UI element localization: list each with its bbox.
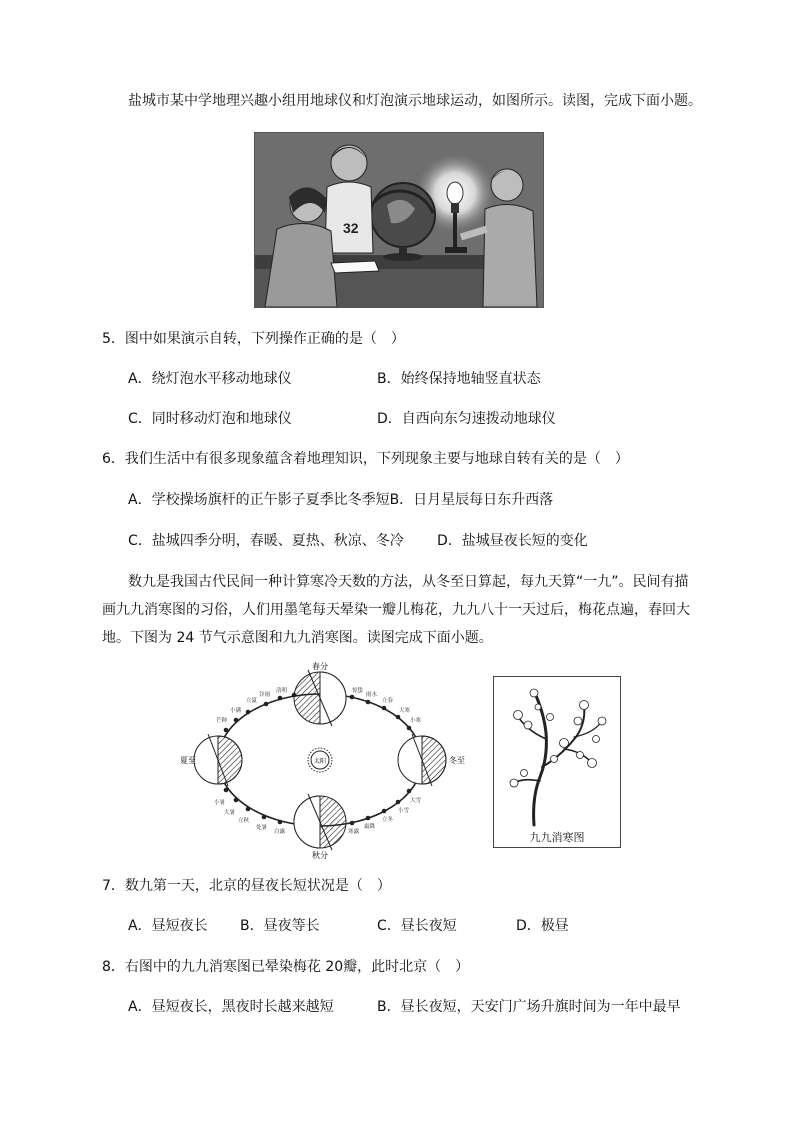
term-autumn: 秋分 xyxy=(312,851,328,860)
intro-text-2-line3: 地。下图为 24 节气示意图和九九消寒图。读图完成下面小题。 xyxy=(102,630,493,646)
term-xiaoshu: 小暑 xyxy=(214,800,226,806)
term-lidong: 立冬 xyxy=(382,817,394,823)
earth-summer xyxy=(194,734,242,786)
q5-option-c[interactable]: C．同时移动灯泡和地球仪 xyxy=(128,411,292,427)
jersey-number: 32 xyxy=(343,220,359,236)
term-qingming: 清明 xyxy=(276,688,288,694)
globe-demo-photo xyxy=(254,132,544,308)
q7-option-c[interactable]: C．昼长夜短 xyxy=(377,918,457,934)
plum-blossom-figure xyxy=(493,676,621,848)
term-dashu: 大暑 xyxy=(224,810,236,816)
q6-stem: 6．我们生活中有很多现象蕴含着地理知识，下列现象主要与地球自转有关的是（ ） xyxy=(102,451,629,467)
q6-option-d[interactable]: D．盐城昼夜长短的变化 xyxy=(437,533,588,549)
term-mangzhong: 芒种 xyxy=(216,718,228,724)
intro-text-2-line2: 画九九消寒图的习俗，人们用墨笔每天晕染一瓣儿梅花，九九八十一天过后，梅花点遍，春回大 xyxy=(102,602,690,618)
term-xiaoxue: 小雪 xyxy=(398,808,410,814)
term-lixia: 立夏 xyxy=(246,698,258,704)
earth-autumn xyxy=(294,794,346,850)
term-winter: 冬至 xyxy=(449,756,465,765)
q5-stem: 5．图中如果演示自转，下列操作正确的是（ ） xyxy=(102,331,405,347)
term-shuangjiang: 霜降 xyxy=(364,824,376,830)
q8-option-a[interactable]: A．昼短夜长，黑夜时长越来越短 xyxy=(128,999,334,1015)
earth-winter xyxy=(398,734,446,786)
term-yushui: 雨水 xyxy=(366,692,378,698)
term-jingzhe: 惊蛰 xyxy=(352,688,364,694)
q6-option-ab[interactable]: A．学校操场旗杆的正午影子夏季比冬季短B．日月星辰每日东升西落 xyxy=(128,492,554,508)
q5-option-a[interactable]: A．绕灯泡水平移动地球仪 xyxy=(128,371,292,387)
term-daxue: 大雪 xyxy=(410,798,422,804)
term-summer: 夏至 xyxy=(180,756,196,765)
q7-option-a[interactable]: A．昼短夜长 xyxy=(128,918,208,934)
term-liqiu: 立秋 xyxy=(238,818,250,824)
term-chushu: 处暑 xyxy=(256,825,268,831)
q7-option-b[interactable]: B．昼夜等长 xyxy=(240,918,320,934)
term-dahan: 大寒 xyxy=(399,708,411,714)
solar-terms-diagram xyxy=(166,660,476,860)
intro-text-2-line1: 数九是我国古代民间一种计算寒冷天数的方法，从冬至日算起，每九天算“一九”。民间有描 xyxy=(128,574,689,590)
term-xiaohan: 小寒 xyxy=(410,718,422,724)
q5-option-d[interactable]: D．自西向东匀速拨动地球仪 xyxy=(377,411,556,427)
term-hanlu: 寒露 xyxy=(348,829,360,835)
q6-option-c[interactable]: C．盐城四季分明，春暖、夏热、秋凉、冬冷 xyxy=(128,533,404,549)
q5-option-b[interactable]: B．始终保持地轴竖直状态 xyxy=(377,371,541,387)
earth-spring xyxy=(294,670,346,726)
term-spring: 春分 xyxy=(312,662,328,671)
intro-text-1: 盐城市某中学地理兴趣小组用地球仪和灯泡演示地球运动，如图所示。读图，完成下面小题。 xyxy=(128,93,702,109)
q7-option-d[interactable]: D．极昼 xyxy=(516,918,569,934)
term-bailu: 白露 xyxy=(274,829,286,835)
term-lichun: 立春 xyxy=(382,698,394,704)
q7-stem: 7．数九第一天，北京的昼夜长短状况是（ ） xyxy=(102,878,391,894)
term-guyu: 谷雨 xyxy=(259,692,271,698)
term-xiaoman: 小满 xyxy=(230,708,242,714)
q8-option-b[interactable]: B．昼长夜短，天安门广场升旗时间为一年中最早 xyxy=(377,999,681,1015)
sun-label: 太阳 xyxy=(313,758,327,765)
plum-figure-caption: 九九消寒图 xyxy=(529,831,585,844)
q8-stem: 8．右图中的九九消寒图已晕染梅花 20瓣，此时北京（ ） xyxy=(102,959,470,975)
